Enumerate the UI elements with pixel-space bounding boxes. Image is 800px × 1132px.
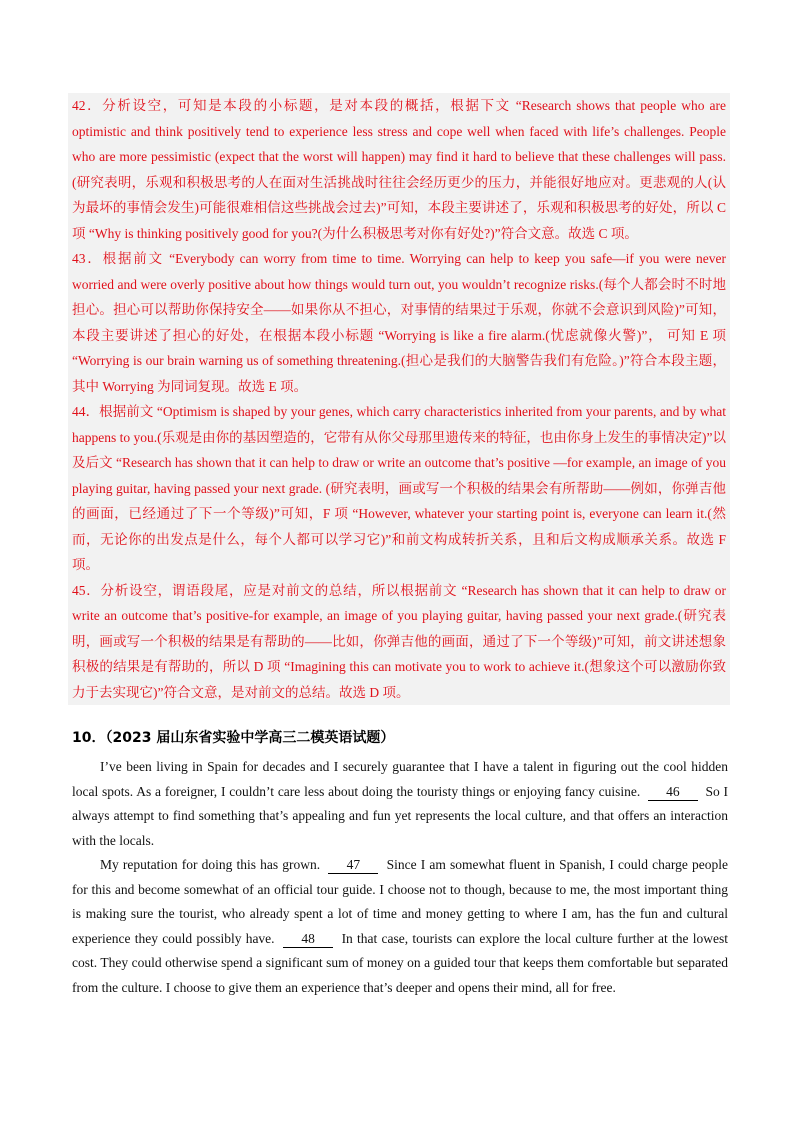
blank-48[interactable]: 48 (283, 931, 333, 948)
blank-46[interactable]: 46 (648, 784, 698, 801)
answer-explanations (68, 93, 730, 705)
paragraph-text: In that case, tourists can explore the local culture further at the lowest cost. They could otherwise spend a significant sum of money on a guided tour that keeps them comfortable but separated from the culture. I choose to give them an experience that’s deeper and opens their mind, all for free. (72, 930, 729, 995)
paragraph-text: So I always attempt to find something that’s appealing and fun yet represents the local culture, and that offers an interaction with the locals. (72, 783, 729, 848)
answer-44: 44．根据前文 “Optimism is shaped by your genes, which carry characteristics inherited from your parents, and by what happens to you.(乐观是由你的基因塑造的，它带有从你父母那里遗传来的特征，也由你身上发生的事情决定)”以及后文 “Research has shown that it can help to draw or write an outcome that’s positive —for example, an image of you playing guitar, having passed your next grade. (研究表明，画或写一个积极的结果会有所帮助——例如，你弹吉他的画面，已经通过了下一个等级)”可知，F 项 “However, whatever your starting point is, everyone can learn it.(然而，无论你的出发点是什么，每个人都可以学习它)”和前文构成转折关系，且和后文构成顺承关系。故选 F 项。 (72, 404, 726, 572)
answer-42: 42．分析设空，可知是本段的小标题，是对本段的概括，根据下文 “Research shows that people who are optimistic and think positively tend to experience less stress and cope well when faced with life’s challenges. People who are more pessimistic (expect that the worst will happen) may find it hard to believe that these challenges will pass.(研究表明，乐观和积极思考的人在面对生活挑战时往往会经历更少的压力，并能很好地应对。更悲观的人(认为最坏的事情会发生)可能很难相信这些挑战会过去)”可知，本段主要讲述了，乐观和积极思考的好处，所以 C 项 “Why is thinking positively good for you?(为什么积极思考对你有好处?)”符合文意。故选 C 项。 (72, 98, 726, 241)
passage-paragraph-2 (72, 853, 728, 1000)
blank-47[interactable]: 47 (328, 857, 378, 874)
paragraph-text: Since I am somewhat fluent in Spanish, I could charge people for this and become somewhat of an official tour guide. I choose not to though, because to me, the most important thing is making sure the tourist, who already spent a lot of time and money getting to where I am, has the fun and cultural experience they could possibly have. (72, 857, 729, 946)
paragraph-text: I’ve been living in Spain for decades and I securely guarantee that I have a talent in figuring out the cool hidden local spots. As a foreigner, I couldn’t care less about doing the touristy things or enjoying fancy cuisine. (72, 759, 728, 799)
answer-45: 45．分析设空，谓语段尾，应是对前文的总结，所以根据前文 “Research has shown that it can help to draw or write an outcome that’s positive-for example, an image of you playing guitar, having passed your next grade.(研究表明，画或写一个积极的结果是有帮助的——比如，你弹吉他的画面，通过了下一个等级)”可知，前文讲述想象积极的结果是有帮助的，所以 D 项 “Imagining this can motivate you to work to achieve it.(想象这个可以激励你致力于去实现它)”符合文意，是对前文的总结。故选 D 项。 (72, 582, 726, 700)
section-title: 10．（2023 届山东省实验中学高三二模英语试题） (72, 730, 395, 746)
passage-paragraph-1 (72, 755, 728, 853)
answer-43: 43．根据前文 “Everybody can worry from time to time. Worrying can help to keep you safe—if you were never worried and were overly positive about how things would turn out, you wouldn’t recognize risks.(每个人都会时不时地担心。担心可以帮助你保持安全——如果你从不担心，对事情的结果过于乐观，你就不会意识到风险)”可知，本段主要讲述了担心的好处，在根据本段小标题 “Worrying is like a fire alarm.(忧虑就像火警)”， 可知 E 项 “Worrying is our brain warning us of something threatening.(担心是我们的大脑警告我们有危险。)”符合本段主题，其中 Worrying 为同词复现。故选 E 项。 (72, 251, 726, 394)
paragraph-text: My reputation for doing this has grown. (100, 857, 321, 872)
reading-passage (72, 755, 728, 1000)
